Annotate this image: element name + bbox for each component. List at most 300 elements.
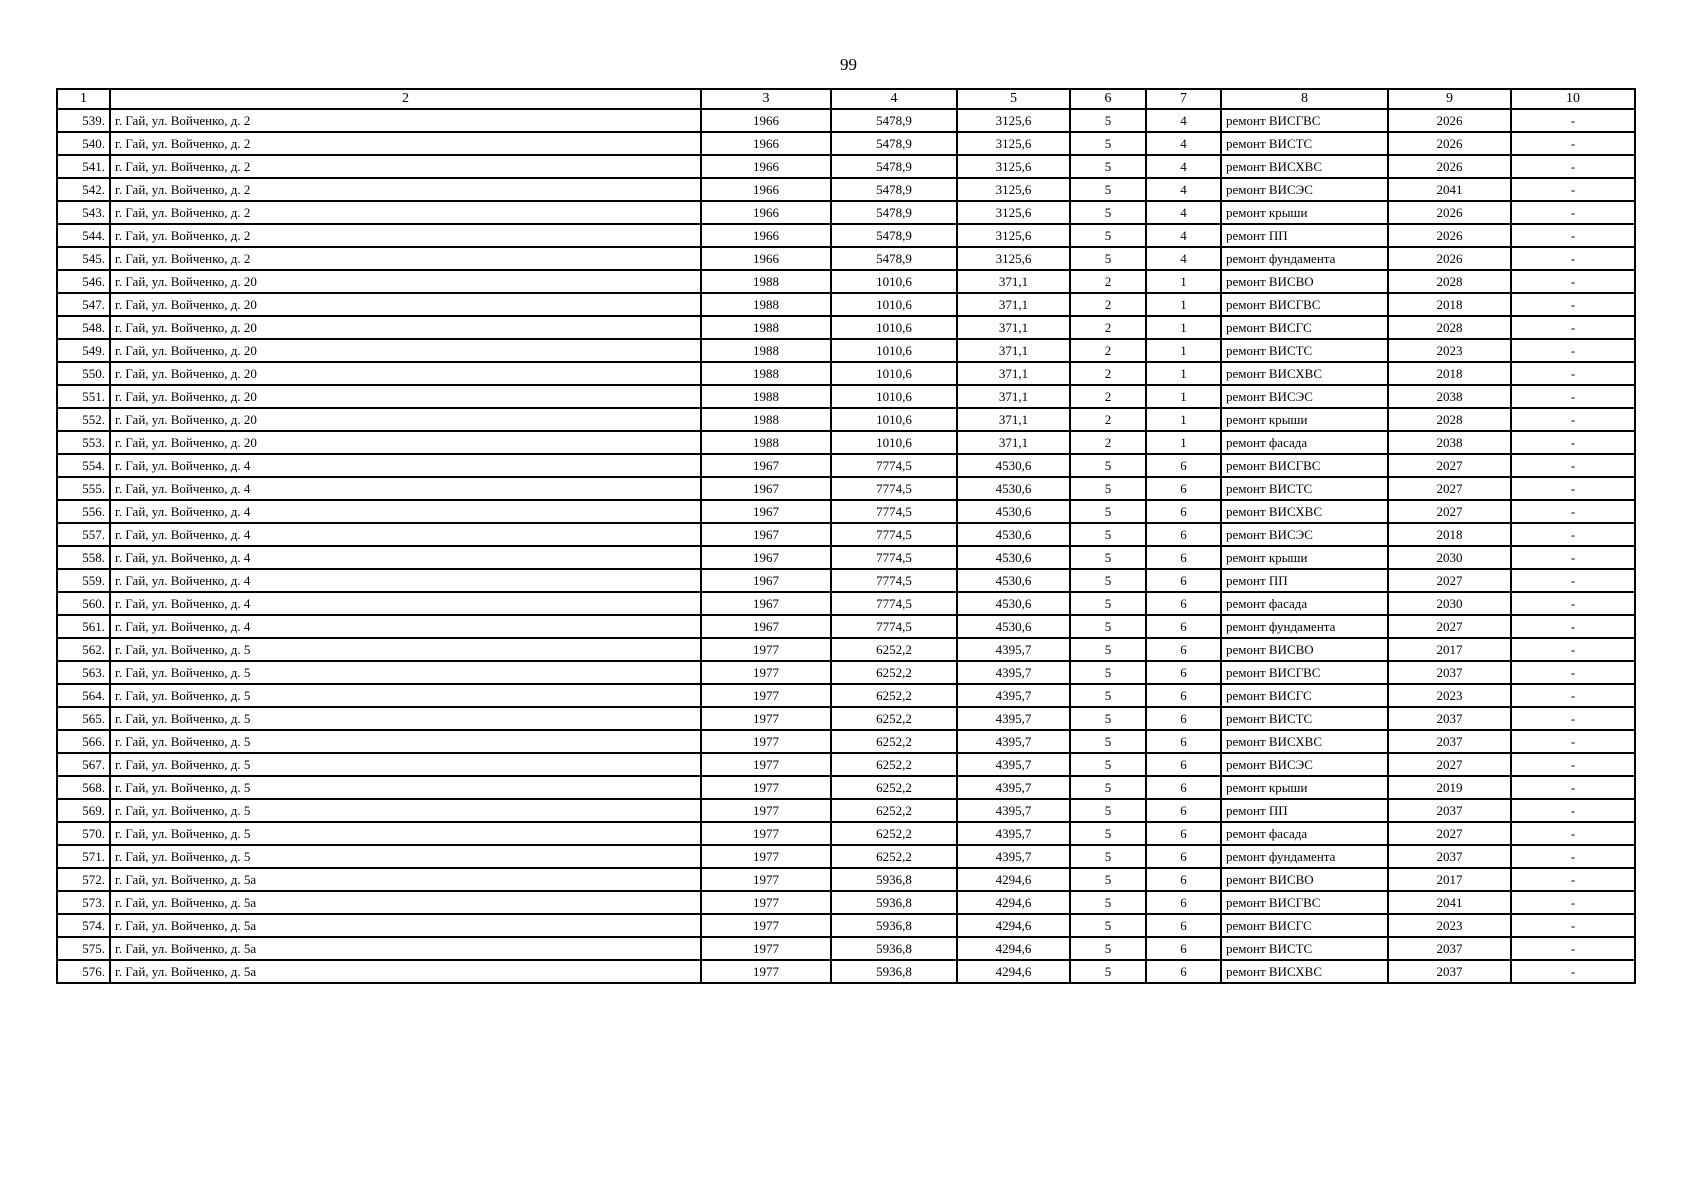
- cell-address: г. Гай, ул. Войченко, д. 5: [110, 730, 701, 753]
- cell-note: -: [1511, 385, 1635, 408]
- cell-repair-work: ремонт ВИСВО: [1221, 270, 1388, 293]
- table-row: [57, 362, 1635, 385]
- cell-row-number: 547.: [57, 293, 110, 316]
- cell-row-number: 555.: [57, 477, 110, 500]
- cell-repair-work: ремонт ВИСГВС: [1221, 891, 1388, 914]
- cell-build-year: 1967: [701, 523, 831, 546]
- cell-total-area: 1010,6: [831, 316, 957, 339]
- column-header-6: 6: [1070, 89, 1146, 109]
- cell-address: г. Гай, ул. Войченко, д. 2: [110, 178, 701, 201]
- cell-living-area: 4294,6: [957, 914, 1070, 937]
- cell-note: -: [1511, 845, 1635, 868]
- cell-entrances: 1: [1146, 293, 1221, 316]
- cell-floors: 5: [1070, 155, 1146, 178]
- cell-entrances: 6: [1146, 638, 1221, 661]
- cell-floors: 5: [1070, 960, 1146, 983]
- cell-build-year: 1977: [701, 730, 831, 753]
- column-header-10: 10: [1511, 89, 1635, 109]
- table-row: [57, 247, 1635, 270]
- cell-address: г. Гай, ул. Войченко, д. 2: [110, 109, 701, 132]
- cell-total-area: 6252,2: [831, 845, 957, 868]
- cell-row-number: 563.: [57, 661, 110, 684]
- cell-entrances: 1: [1146, 339, 1221, 362]
- cell-address: г. Гай, ул. Войченко, д. 2: [110, 155, 701, 178]
- cell-planned-year: 2023: [1388, 914, 1511, 937]
- cell-total-area: 5478,9: [831, 201, 957, 224]
- cell-total-area: 7774,5: [831, 477, 957, 500]
- cell-repair-work: ремонт крыши: [1221, 201, 1388, 224]
- cell-total-area: 7774,5: [831, 569, 957, 592]
- cell-planned-year: 2037: [1388, 960, 1511, 983]
- cell-build-year: 1966: [701, 109, 831, 132]
- table-row: [57, 937, 1635, 960]
- cell-repair-work: ремонт ВИСТС: [1221, 707, 1388, 730]
- cell-note: -: [1511, 960, 1635, 983]
- cell-row-number: 551.: [57, 385, 110, 408]
- cell-floors: 5: [1070, 937, 1146, 960]
- cell-repair-work: ремонт фундамента: [1221, 845, 1388, 868]
- cell-planned-year: 2026: [1388, 155, 1511, 178]
- cell-repair-work: ремонт ВИСХВС: [1221, 960, 1388, 983]
- table-row: [57, 546, 1635, 569]
- cell-build-year: 1977: [701, 707, 831, 730]
- column-header-4: 4: [831, 89, 957, 109]
- cell-planned-year: 2037: [1388, 707, 1511, 730]
- table-header: [57, 89, 1635, 109]
- cell-note: -: [1511, 339, 1635, 362]
- cell-total-area: 7774,5: [831, 500, 957, 523]
- cell-entrances: 6: [1146, 454, 1221, 477]
- cell-row-number: 574.: [57, 914, 110, 937]
- cell-build-year: 1977: [701, 914, 831, 937]
- cell-floors: 5: [1070, 868, 1146, 891]
- cell-repair-work: ремонт ВИСЭС: [1221, 385, 1388, 408]
- cell-row-number: 546.: [57, 270, 110, 293]
- cell-floors: 5: [1070, 477, 1146, 500]
- cell-living-area: 371,1: [957, 270, 1070, 293]
- cell-entrances: 4: [1146, 155, 1221, 178]
- cell-repair-work: ремонт ВИСТС: [1221, 937, 1388, 960]
- cell-build-year: 1966: [701, 247, 831, 270]
- cell-planned-year: 2037: [1388, 845, 1511, 868]
- cell-total-area: 5478,9: [831, 132, 957, 155]
- cell-build-year: 1977: [701, 638, 831, 661]
- cell-note: -: [1511, 638, 1635, 661]
- cell-planned-year: 2018: [1388, 362, 1511, 385]
- cell-planned-year: 2028: [1388, 316, 1511, 339]
- cell-row-number: 572.: [57, 868, 110, 891]
- cell-build-year: 1977: [701, 799, 831, 822]
- cell-row-number: 575.: [57, 937, 110, 960]
- table-row: [57, 454, 1635, 477]
- cell-note: -: [1511, 684, 1635, 707]
- cell-living-area: 3125,6: [957, 224, 1070, 247]
- cell-repair-work: ремонт ВИСГС: [1221, 914, 1388, 937]
- cell-note: -: [1511, 592, 1635, 615]
- cell-note: -: [1511, 914, 1635, 937]
- cell-living-area: 3125,6: [957, 201, 1070, 224]
- cell-floors: 5: [1070, 730, 1146, 753]
- cell-planned-year: 2019: [1388, 776, 1511, 799]
- cell-living-area: 4395,7: [957, 661, 1070, 684]
- cell-entrances: 1: [1146, 362, 1221, 385]
- cell-entrances: 6: [1146, 707, 1221, 730]
- cell-total-area: 6252,2: [831, 753, 957, 776]
- cell-planned-year: 2027: [1388, 477, 1511, 500]
- cell-planned-year: 2026: [1388, 247, 1511, 270]
- cell-address: г. Гай, ул. Войченко, д. 4: [110, 500, 701, 523]
- table-row: [57, 845, 1635, 868]
- cell-living-area: 371,1: [957, 408, 1070, 431]
- cell-entrances: 1: [1146, 408, 1221, 431]
- cell-build-year: 1977: [701, 684, 831, 707]
- cell-floors: 2: [1070, 385, 1146, 408]
- cell-floors: 5: [1070, 523, 1146, 546]
- cell-note: -: [1511, 109, 1635, 132]
- cell-living-area: 4530,6: [957, 477, 1070, 500]
- table-row: [57, 569, 1635, 592]
- table-row: [57, 753, 1635, 776]
- cell-floors: 5: [1070, 569, 1146, 592]
- cell-address: г. Гай, ул. Войченко, д. 2: [110, 201, 701, 224]
- cell-address: г. Гай, ул. Войченко, д. 5а: [110, 868, 701, 891]
- cell-total-area: 6252,2: [831, 661, 957, 684]
- cell-total-area: 5478,9: [831, 247, 957, 270]
- cell-total-area: 1010,6: [831, 431, 957, 454]
- cell-repair-work: ремонт фундамента: [1221, 615, 1388, 638]
- table-row: [57, 132, 1635, 155]
- cell-floors: 5: [1070, 707, 1146, 730]
- table-row: [57, 293, 1635, 316]
- cell-note: -: [1511, 569, 1635, 592]
- cell-living-area: 4530,6: [957, 615, 1070, 638]
- cell-floors: 2: [1070, 431, 1146, 454]
- cell-repair-work: ремонт крыши: [1221, 776, 1388, 799]
- cell-row-number: 552.: [57, 408, 110, 431]
- cell-total-area: 5478,9: [831, 178, 957, 201]
- cell-note: -: [1511, 753, 1635, 776]
- cell-entrances: 6: [1146, 753, 1221, 776]
- cell-planned-year: 2037: [1388, 661, 1511, 684]
- cell-total-area: 1010,6: [831, 270, 957, 293]
- table-row: [57, 776, 1635, 799]
- cell-entrances: 6: [1146, 868, 1221, 891]
- cell-total-area: 1010,6: [831, 362, 957, 385]
- cell-build-year: 1966: [701, 132, 831, 155]
- cell-row-number: 564.: [57, 684, 110, 707]
- table-row: [57, 868, 1635, 891]
- cell-living-area: 4395,7: [957, 753, 1070, 776]
- cell-note: -: [1511, 178, 1635, 201]
- cell-planned-year: 2038: [1388, 431, 1511, 454]
- cell-note: -: [1511, 201, 1635, 224]
- cell-entrances: 6: [1146, 477, 1221, 500]
- table-row: [57, 431, 1635, 454]
- cell-note: -: [1511, 224, 1635, 247]
- cell-address: г. Гай, ул. Войченко, д. 5а: [110, 891, 701, 914]
- cell-repair-work: ремонт ВИСТС: [1221, 477, 1388, 500]
- cell-address: г. Гай, ул. Войченко, д. 20: [110, 339, 701, 362]
- cell-address: г. Гай, ул. Войченко, д. 5: [110, 753, 701, 776]
- table-row: [57, 178, 1635, 201]
- cell-total-area: 1010,6: [831, 408, 957, 431]
- cell-build-year: 1977: [701, 661, 831, 684]
- cell-total-area: 7774,5: [831, 523, 957, 546]
- cell-repair-work: ремонт ВИСХВС: [1221, 362, 1388, 385]
- cell-build-year: 1967: [701, 569, 831, 592]
- cell-total-area: 6252,2: [831, 776, 957, 799]
- cell-living-area: 4530,6: [957, 500, 1070, 523]
- cell-planned-year: 2027: [1388, 822, 1511, 845]
- cell-living-area: 4395,7: [957, 684, 1070, 707]
- column-header-3: 3: [701, 89, 831, 109]
- cell-living-area: 4530,6: [957, 546, 1070, 569]
- cell-row-number: 556.: [57, 500, 110, 523]
- cell-build-year: 1977: [701, 937, 831, 960]
- cell-living-area: 371,1: [957, 293, 1070, 316]
- cell-row-number: 573.: [57, 891, 110, 914]
- cell-address: г. Гай, ул. Войченко, д. 5а: [110, 937, 701, 960]
- table-row: [57, 891, 1635, 914]
- cell-planned-year: 2027: [1388, 569, 1511, 592]
- cell-floors: 5: [1070, 684, 1146, 707]
- cell-repair-work: ремонт фундамента: [1221, 247, 1388, 270]
- cell-repair-work: ремонт крыши: [1221, 408, 1388, 431]
- cell-total-area: 7774,5: [831, 615, 957, 638]
- table-row: [57, 661, 1635, 684]
- column-header-8: 8: [1221, 89, 1388, 109]
- cell-repair-work: ремонт ВИСВО: [1221, 868, 1388, 891]
- cell-entrances: 1: [1146, 316, 1221, 339]
- cell-total-area: 6252,2: [831, 799, 957, 822]
- header-row: [57, 89, 1635, 109]
- cell-living-area: 4395,7: [957, 845, 1070, 868]
- cell-build-year: 1966: [701, 178, 831, 201]
- cell-address: г. Гай, ул. Войченко, д. 20: [110, 316, 701, 339]
- cell-address: г. Гай, ул. Войченко, д. 4: [110, 546, 701, 569]
- cell-repair-work: ремонт ВИСГВС: [1221, 109, 1388, 132]
- cell-living-area: 3125,6: [957, 109, 1070, 132]
- cell-entrances: 6: [1146, 661, 1221, 684]
- table-row: [57, 316, 1635, 339]
- cell-build-year: 1977: [701, 753, 831, 776]
- cell-planned-year: 2030: [1388, 592, 1511, 615]
- cell-row-number: 549.: [57, 339, 110, 362]
- cell-entrances: 4: [1146, 224, 1221, 247]
- cell-entrances: 6: [1146, 914, 1221, 937]
- cell-planned-year: 2018: [1388, 293, 1511, 316]
- cell-address: г. Гай, ул. Войченко, д. 4: [110, 477, 701, 500]
- cell-total-area: 5478,9: [831, 155, 957, 178]
- cell-row-number: 562.: [57, 638, 110, 661]
- cell-build-year: 1988: [701, 293, 831, 316]
- cell-floors: 5: [1070, 799, 1146, 822]
- cell-entrances: 6: [1146, 615, 1221, 638]
- cell-living-area: 4294,6: [957, 891, 1070, 914]
- cell-repair-work: ремонт ВИСЭС: [1221, 523, 1388, 546]
- cell-note: -: [1511, 523, 1635, 546]
- cell-note: -: [1511, 155, 1635, 178]
- cell-address: г. Гай, ул. Войченко, д. 5: [110, 707, 701, 730]
- cell-floors: 2: [1070, 293, 1146, 316]
- cell-address: г. Гай, ул. Войченко, д. 20: [110, 270, 701, 293]
- cell-note: -: [1511, 868, 1635, 891]
- cell-note: -: [1511, 431, 1635, 454]
- cell-floors: 5: [1070, 546, 1146, 569]
- cell-note: -: [1511, 799, 1635, 822]
- cell-entrances: 6: [1146, 523, 1221, 546]
- cell-build-year: 1977: [701, 845, 831, 868]
- cell-note: -: [1511, 730, 1635, 753]
- cell-repair-work: ремонт ВИСХВС: [1221, 500, 1388, 523]
- cell-planned-year: 2041: [1388, 178, 1511, 201]
- cell-planned-year: 2026: [1388, 201, 1511, 224]
- cell-row-number: 548.: [57, 316, 110, 339]
- cell-entrances: 1: [1146, 270, 1221, 293]
- column-header-2: 2: [110, 89, 701, 109]
- cell-total-area: 5936,8: [831, 937, 957, 960]
- cell-floors: 2: [1070, 339, 1146, 362]
- cell-total-area: 1010,6: [831, 385, 957, 408]
- housing-repair-table: [56, 88, 1636, 984]
- cell-entrances: 4: [1146, 178, 1221, 201]
- cell-planned-year: 2027: [1388, 454, 1511, 477]
- cell-address: г. Гай, ул. Войченко, д. 2: [110, 224, 701, 247]
- cell-floors: 5: [1070, 454, 1146, 477]
- cell-build-year: 1967: [701, 615, 831, 638]
- cell-row-number: 568.: [57, 776, 110, 799]
- cell-repair-work: ремонт ВИСВО: [1221, 638, 1388, 661]
- cell-total-area: 5936,8: [831, 914, 957, 937]
- cell-note: -: [1511, 776, 1635, 799]
- cell-address: г. Гай, ул. Войченко, д. 20: [110, 293, 701, 316]
- cell-total-area: 5936,8: [831, 960, 957, 983]
- cell-address: г. Гай, ул. Войченко, д. 5: [110, 845, 701, 868]
- cell-row-number: 560.: [57, 592, 110, 615]
- cell-planned-year: 2026: [1388, 132, 1511, 155]
- cell-living-area: 4294,6: [957, 937, 1070, 960]
- cell-address: г. Гай, ул. Войченко, д. 5: [110, 684, 701, 707]
- cell-row-number: 558.: [57, 546, 110, 569]
- cell-build-year: 1967: [701, 477, 831, 500]
- cell-planned-year: 2037: [1388, 937, 1511, 960]
- cell-total-area: 7774,5: [831, 454, 957, 477]
- cell-row-number: 543.: [57, 201, 110, 224]
- cell-row-number: 554.: [57, 454, 110, 477]
- cell-planned-year: 2026: [1388, 109, 1511, 132]
- cell-entrances: 1: [1146, 431, 1221, 454]
- cell-living-area: 371,1: [957, 362, 1070, 385]
- cell-entrances: 6: [1146, 845, 1221, 868]
- cell-repair-work: ремонт ПП: [1221, 224, 1388, 247]
- table-row: [57, 638, 1635, 661]
- cell-living-area: 371,1: [957, 339, 1070, 362]
- cell-entrances: 6: [1146, 937, 1221, 960]
- cell-floors: 5: [1070, 247, 1146, 270]
- cell-repair-work: ремонт ВИСГВС: [1221, 293, 1388, 316]
- cell-planned-year: 2037: [1388, 730, 1511, 753]
- table-body: [57, 109, 1635, 983]
- cell-floors: 5: [1070, 132, 1146, 155]
- cell-entrances: 4: [1146, 109, 1221, 132]
- cell-entrances: 6: [1146, 546, 1221, 569]
- cell-address: г. Гай, ул. Войченко, д. 5: [110, 822, 701, 845]
- cell-floors: 2: [1070, 316, 1146, 339]
- cell-row-number: 550.: [57, 362, 110, 385]
- cell-address: г. Гай, ул. Войченко, д. 20: [110, 362, 701, 385]
- cell-living-area: 4395,7: [957, 707, 1070, 730]
- cell-build-year: 1977: [701, 868, 831, 891]
- table-row: [57, 201, 1635, 224]
- cell-address: г. Гай, ул. Войченко, д. 5: [110, 776, 701, 799]
- cell-floors: 5: [1070, 845, 1146, 868]
- cell-floors: 5: [1070, 914, 1146, 937]
- page-number: 99: [840, 55, 857, 74]
- cell-entrances: 6: [1146, 684, 1221, 707]
- cell-repair-work: ремонт ВИСТС: [1221, 132, 1388, 155]
- cell-build-year: 1988: [701, 408, 831, 431]
- table-row: [57, 523, 1635, 546]
- cell-planned-year: 2027: [1388, 500, 1511, 523]
- cell-living-area: 4530,6: [957, 454, 1070, 477]
- cell-entrances: 6: [1146, 960, 1221, 983]
- cell-total-area: 5478,9: [831, 109, 957, 132]
- cell-planned-year: 2026: [1388, 224, 1511, 247]
- cell-note: -: [1511, 615, 1635, 638]
- cell-planned-year: 2037: [1388, 799, 1511, 822]
- cell-address: г. Гай, ул. Войченко, д. 5а: [110, 914, 701, 937]
- cell-address: г. Гай, ул. Войченко, д. 4: [110, 615, 701, 638]
- cell-row-number: 576.: [57, 960, 110, 983]
- cell-living-area: 4395,7: [957, 730, 1070, 753]
- cell-living-area: 4530,6: [957, 523, 1070, 546]
- cell-repair-work: ремонт ВИСГВС: [1221, 454, 1388, 477]
- cell-address: г. Гай, ул. Войченко, д. 20: [110, 431, 701, 454]
- table-row: [57, 477, 1635, 500]
- cell-planned-year: 2030: [1388, 546, 1511, 569]
- cell-planned-year: 2027: [1388, 615, 1511, 638]
- cell-entrances: 6: [1146, 822, 1221, 845]
- cell-planned-year: 2017: [1388, 868, 1511, 891]
- cell-build-year: 1967: [701, 592, 831, 615]
- cell-floors: 2: [1070, 270, 1146, 293]
- cell-total-area: 6252,2: [831, 707, 957, 730]
- cell-total-area: 6252,2: [831, 684, 957, 707]
- cell-living-area: 4294,6: [957, 868, 1070, 891]
- cell-living-area: 4530,6: [957, 569, 1070, 592]
- cell-repair-work: ремонт фасада: [1221, 431, 1388, 454]
- cell-row-number: 569.: [57, 799, 110, 822]
- cell-repair-work: ремонт фасада: [1221, 822, 1388, 845]
- cell-planned-year: 2018: [1388, 523, 1511, 546]
- cell-living-area: 4395,7: [957, 799, 1070, 822]
- table-row: [57, 224, 1635, 247]
- cell-planned-year: 2041: [1388, 891, 1511, 914]
- cell-note: -: [1511, 707, 1635, 730]
- cell-build-year: 1977: [701, 776, 831, 799]
- cell-row-number: 553.: [57, 431, 110, 454]
- cell-total-area: 1010,6: [831, 339, 957, 362]
- cell-build-year: 1966: [701, 155, 831, 178]
- cell-repair-work: ремонт ВИСХВС: [1221, 155, 1388, 178]
- cell-build-year: 1977: [701, 960, 831, 983]
- cell-living-area: 4395,7: [957, 638, 1070, 661]
- table-row: [57, 592, 1635, 615]
- cell-address: г. Гай, ул. Войченко, д. 4: [110, 592, 701, 615]
- table-row: [57, 109, 1635, 132]
- cell-note: -: [1511, 293, 1635, 316]
- cell-total-area: 5936,8: [831, 868, 957, 891]
